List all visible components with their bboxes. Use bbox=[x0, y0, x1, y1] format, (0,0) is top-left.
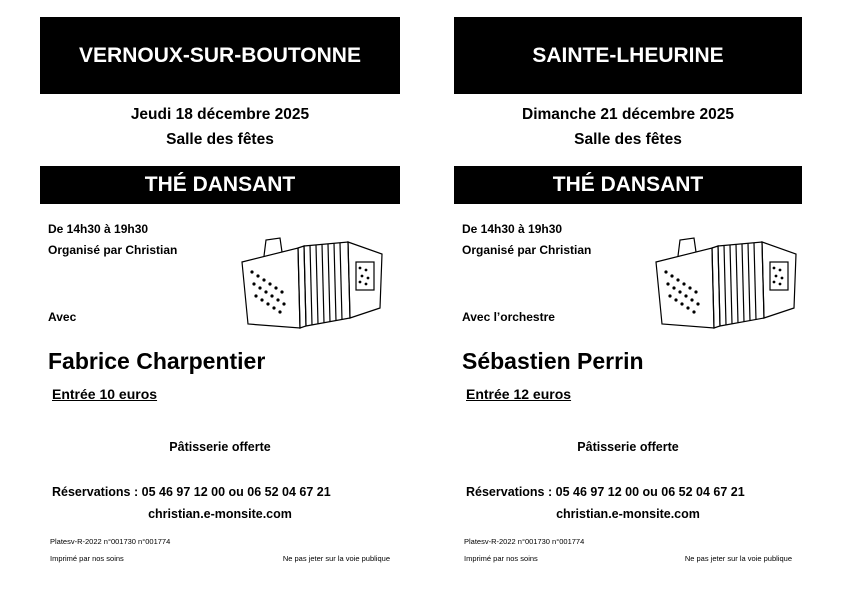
event-date: Jeudi 18 décembre 2025 bbox=[130, 106, 310, 123]
entry-price: Entrée 10 euros bbox=[52, 386, 158, 402]
event-organizer: Organisé par Christian bbox=[462, 243, 592, 257]
printed-note: Imprimé par nos soins bbox=[464, 554, 538, 563]
event-venue: Salle des fêtes bbox=[166, 131, 274, 148]
event-hours: De 14h30 à 19h30 bbox=[48, 222, 149, 236]
event-title-banner: THÉ DANSANT bbox=[40, 166, 400, 204]
event-title-banner: THÉ DANSANT bbox=[454, 166, 802, 204]
pastry-note: Pâtisserie offerte bbox=[169, 440, 271, 454]
website: christian.e-monsite.com bbox=[556, 507, 700, 521]
flyer-sainte-lheurine bbox=[454, 0, 802, 596]
artist-name: Sébastien Perrin bbox=[462, 348, 644, 374]
reservations: Réservations : 05 46 97 12 00 ou 06 52 04 67 21 bbox=[466, 485, 745, 499]
licence-number: Platesv-R-2022 n°001730 n°001774 bbox=[464, 537, 585, 546]
accordion-icon bbox=[240, 232, 385, 337]
no-throw-note: Ne pas jeter sur la voie publique bbox=[684, 554, 792, 563]
flyer-vernoux bbox=[40, 0, 400, 596]
with-label: Avec l’orchestre bbox=[462, 310, 555, 324]
licence-number: Platesv-R-2022 n°001730 n°001774 bbox=[50, 537, 171, 546]
with-label: Avec bbox=[48, 310, 77, 324]
entry-price: Entrée 12 euros bbox=[466, 386, 572, 402]
printed-note: Imprimé par nos soins bbox=[50, 554, 124, 563]
event-organizer: Organisé par Christian bbox=[48, 243, 178, 257]
artist-name: Fabrice Charpentier bbox=[48, 348, 266, 374]
accordion-icon bbox=[654, 232, 799, 337]
town-banner: SAINTE-LHEURINE bbox=[454, 17, 802, 94]
no-throw-note: Ne pas jeter sur la voie publique bbox=[282, 554, 390, 563]
event-hours: De 14h30 à 19h30 bbox=[462, 222, 563, 236]
website: christian.e-monsite.com bbox=[148, 507, 292, 521]
pastry-note: Pâtisserie offerte bbox=[577, 440, 679, 454]
event-venue: Salle des fêtes bbox=[574, 131, 682, 148]
town-banner: VERNOUX-SUR-BOUTONNE bbox=[40, 17, 400, 94]
reservations: Réservations : 05 46 97 12 00 ou 06 52 04 67 21 bbox=[52, 485, 331, 499]
event-date: Dimanche 21 décembre 2025 bbox=[522, 106, 734, 123]
